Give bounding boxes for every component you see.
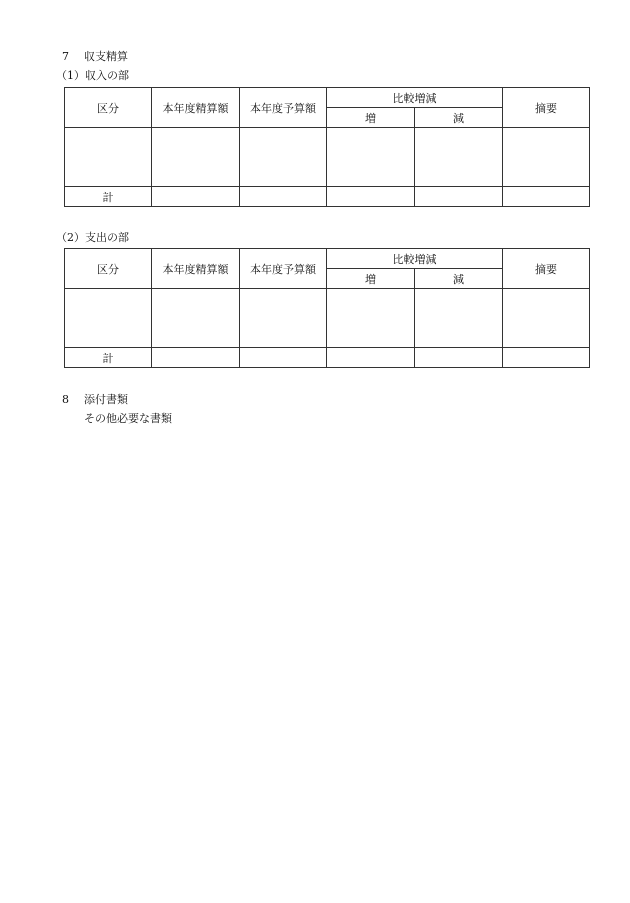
expense-col-category: 区分 <box>65 249 152 289</box>
expense-total-row <box>65 348 590 368</box>
income-cell-notes[interactable] <box>503 128 590 187</box>
section-8-number: 8 <box>62 393 69 406</box>
expense-total-settled[interactable] <box>152 348 240 368</box>
income-table <box>64 87 590 207</box>
section-8-item: その他必要な書類 <box>84 412 172 425</box>
expense-col-comparison: 比較増減 <box>327 249 503 269</box>
income-col-comparison: 比較増減 <box>327 88 503 108</box>
expense-table <box>64 248 590 368</box>
income-total-decrease[interactable] <box>415 187 503 207</box>
section-7-heading <box>62 50 128 64</box>
income-col-decrease: 減 <box>415 108 503 128</box>
income-cell-decrease[interactable] <box>415 128 503 187</box>
section-7-title: 収支精算 <box>84 50 128 63</box>
income-col-notes: 摘要 <box>503 88 590 128</box>
expense-col-notes: 摘要 <box>503 249 590 289</box>
income-col-budget: 本年度予算額 <box>240 88 327 128</box>
income-total-row <box>65 187 590 207</box>
expense-body-row <box>65 289 590 348</box>
income-cell-settled[interactable] <box>152 128 240 187</box>
expense-col-increase: 増 <box>327 269 415 289</box>
income-heading: （1）収入の部 <box>56 69 129 82</box>
expense-col-decrease: 減 <box>415 269 503 289</box>
income-total-settled[interactable] <box>152 187 240 207</box>
income-total-notes[interactable] <box>503 187 590 207</box>
income-col-settled: 本年度精算額 <box>152 88 240 128</box>
expense-total-increase[interactable] <box>327 348 415 368</box>
income-total-label: 計 <box>65 187 152 207</box>
expense-cell-settled[interactable] <box>152 289 240 348</box>
expense-cell-category[interactable] <box>65 289 152 348</box>
income-header-row <box>65 88 590 108</box>
expense-cell-increase[interactable] <box>327 289 415 348</box>
income-total-budget[interactable] <box>240 187 327 207</box>
expense-cell-budget[interactable] <box>240 289 327 348</box>
section-7-number: 7 <box>62 50 69 63</box>
income-cell-category[interactable] <box>65 128 152 187</box>
expense-total-decrease[interactable] <box>415 348 503 368</box>
expense-heading: （2）支出の部 <box>56 231 129 244</box>
expense-header-row <box>65 249 590 269</box>
expense-col-settled: 本年度精算額 <box>152 249 240 289</box>
income-cell-budget[interactable] <box>240 128 327 187</box>
expense-cell-notes[interactable] <box>503 289 590 348</box>
section-8-heading <box>62 393 128 407</box>
section-8-title: 添付書類 <box>84 393 128 406</box>
income-col-category: 区分 <box>65 88 152 128</box>
expense-total-notes[interactable] <box>503 348 590 368</box>
income-cell-increase[interactable] <box>327 128 415 187</box>
income-col-increase: 増 <box>327 108 415 128</box>
income-total-increase[interactable] <box>327 187 415 207</box>
expense-total-label: 計 <box>65 348 152 368</box>
expense-cell-decrease[interactable] <box>415 289 503 348</box>
expense-total-budget[interactable] <box>240 348 327 368</box>
income-body-row <box>65 128 590 187</box>
expense-col-budget: 本年度予算額 <box>240 249 327 289</box>
